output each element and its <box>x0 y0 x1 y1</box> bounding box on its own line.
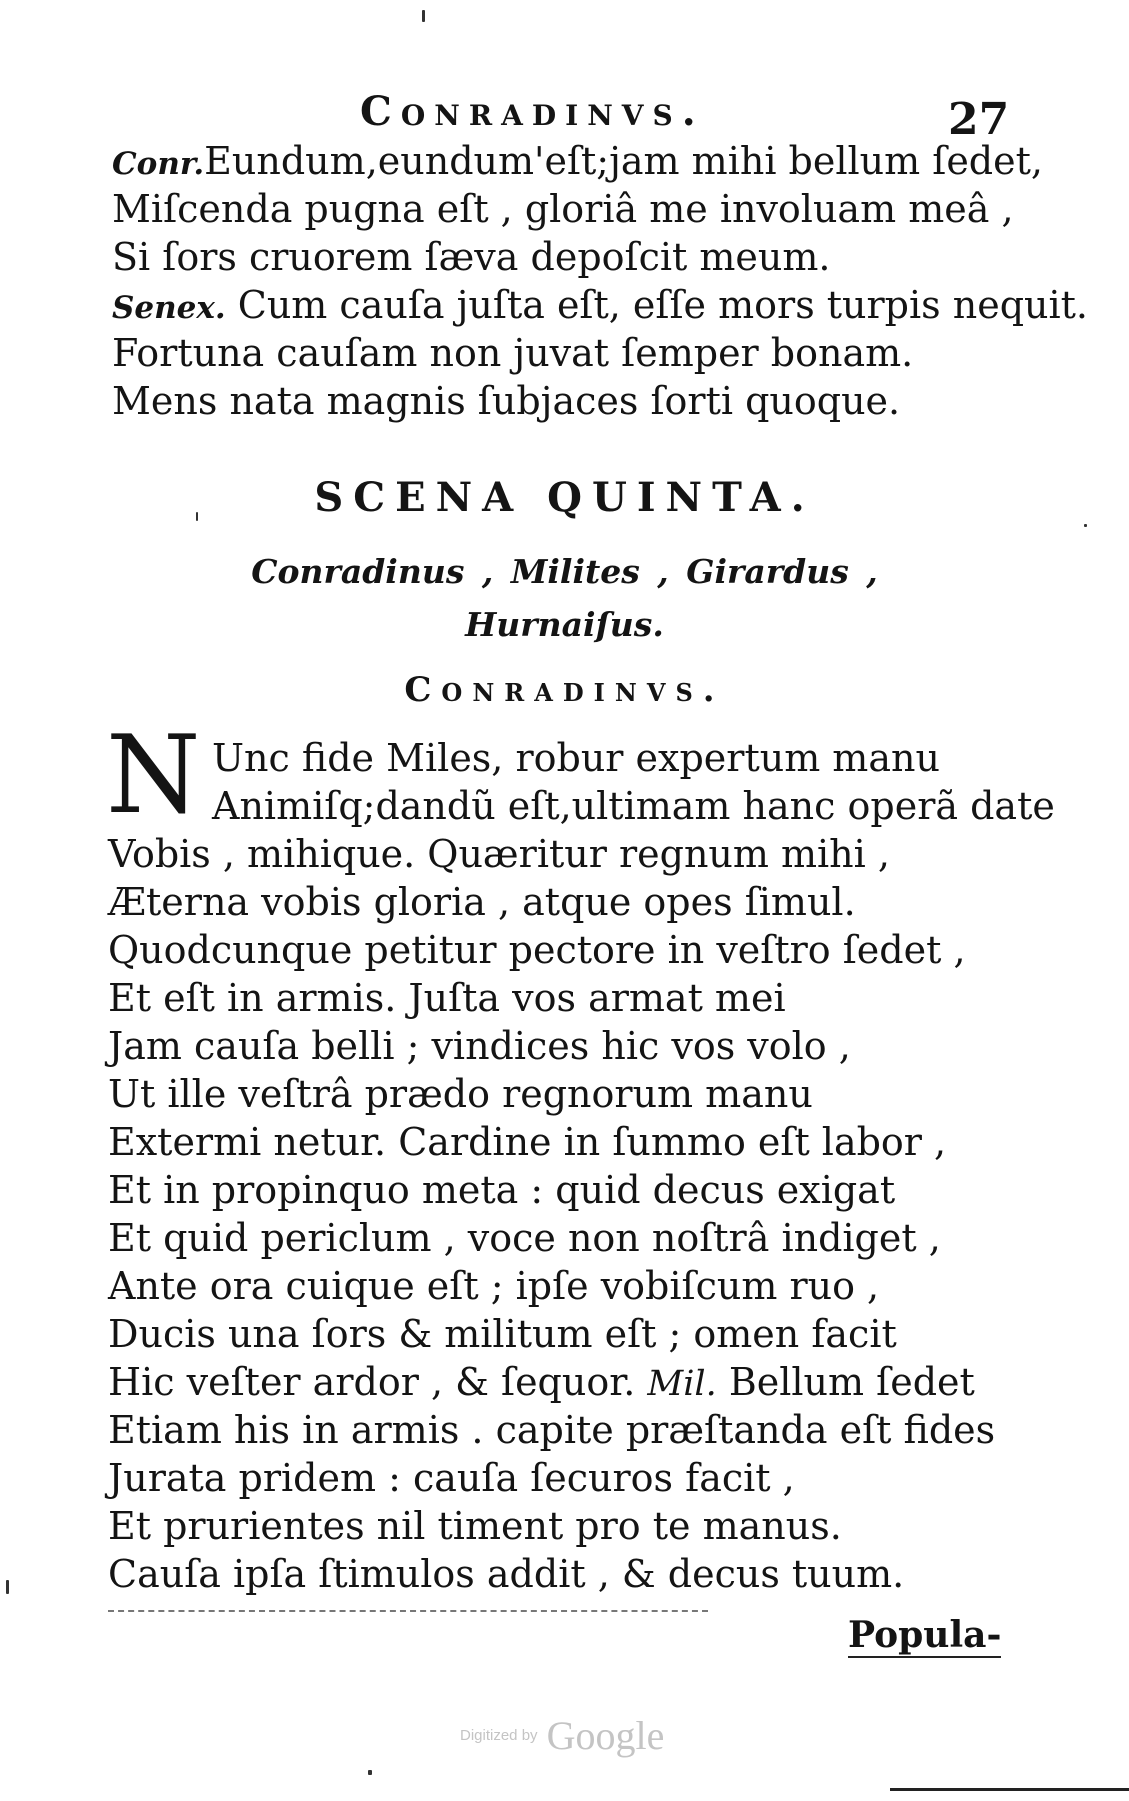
verse-text: Si ſors cruorem ſæva depoſcit meum. <box>112 235 831 279</box>
verse-line <box>108 879 856 925</box>
watermark-prefix: Digitized by <box>460 1727 538 1744</box>
verse-text: Cum cauſa juſta eſt, eſſe mors turpis nequit. <box>237 283 1088 327</box>
verse-line <box>108 1455 795 1501</box>
scan-speck <box>422 10 425 22</box>
drop-cap: N <box>106 713 201 838</box>
verse-text: Et eſt in armis. Juſta vos armat mei <box>108 976 786 1020</box>
verse-text: Eundum,eundum'eſt;jam mihi bellum ſedet, <box>204 139 1043 183</box>
dramatis-personae-line-1: Conradinus , Milites , Girardus , <box>251 552 878 591</box>
verse-line <box>112 138 1043 187</box>
verse-line <box>108 831 890 877</box>
verse-text: Vobis , mihique. Quæritur regnum mihi , <box>108 832 890 876</box>
dramatis-personae-line-2: Hurnaiſus. <box>465 605 664 644</box>
page-number: 27 <box>948 94 1010 145</box>
verse-line <box>108 1311 897 1357</box>
print-rule <box>108 1610 708 1612</box>
verse-text: Miſcenda pugna eſt , gloriâ me involuam meâ , <box>112 187 1014 231</box>
verse-line <box>108 1071 813 1117</box>
scan-speck <box>1084 524 1087 527</box>
verse-text: Animiſq;dandũ eſt,ultimam hanc operã date <box>212 784 1055 828</box>
verse-line <box>112 378 900 424</box>
verse-text: Ante ora cuique eſt ; ipſe vobiſcum ruo , <box>108 1264 880 1308</box>
verse-text: Unc fide Miles, robur expertum manu <box>212 736 940 780</box>
digitization-watermark <box>460 1712 664 1759</box>
verse-text: Jurata pridem : cauſa ſecuros facit , <box>108 1456 795 1500</box>
scan-speck <box>368 1770 372 1775</box>
verse-line <box>108 1551 904 1597</box>
verse-line <box>212 735 940 781</box>
verse-text: Jam cauſa belli ; vindices hic vos volo , <box>108 1024 851 1068</box>
verse-text: Et prurientes nil timent pro te manus. <box>108 1504 842 1548</box>
verse-line <box>108 1167 895 1213</box>
verse-text: Quodcunque petitur pectore in veſtro ſedet , <box>108 928 966 972</box>
verse-line <box>108 1023 851 1069</box>
verse-line <box>112 186 1014 232</box>
verse-line <box>112 234 830 280</box>
verse-line <box>108 1407 995 1453</box>
page-header <box>0 88 1129 145</box>
scene-speaker-heading: Conradinvs. <box>404 670 725 710</box>
verse-text: Ducis una ſors & militum eſt ; omen facit <box>108 1312 897 1356</box>
verse-line <box>108 975 786 1021</box>
verse-text: Hic veſter ardor , & ſequor. <box>108 1360 648 1404</box>
verse-text: Et quid periclum , voce non noſtrâ indiget , <box>108 1216 941 1260</box>
verse-line <box>108 1359 975 1407</box>
verse-line <box>112 282 1088 331</box>
verse-line <box>212 783 1055 829</box>
speaker-label: Conr. <box>112 146 205 182</box>
verse-text: Et in propinquo meta : quid decus exigat <box>108 1168 896 1212</box>
verse-text: Etiam his in armis . capite præſtanda eſt fides <box>108 1408 996 1452</box>
verse-text: Æterna vobis gloria , atque opes ſimul. <box>108 880 856 924</box>
verse-line <box>108 1503 842 1549</box>
verse-text: Extermi netur. Cardine in ſummo eſt labor , <box>108 1120 947 1164</box>
scan-speck <box>6 1580 9 1594</box>
scan-speck <box>196 512 198 521</box>
verse-line <box>112 330 913 376</box>
speaker-label: Senex. <box>112 290 226 326</box>
speaker-label: Mil. <box>647 1364 717 1404</box>
verse-text: Ut ille veſtrâ prædo regnorum manu <box>108 1072 813 1116</box>
watermark-brand: Google <box>546 1713 665 1758</box>
verse-line <box>108 1215 941 1261</box>
verse-line <box>108 1263 879 1309</box>
verse-text: Fortuna cauſam non juvat ſemper bonam. <box>112 331 914 375</box>
verse-line <box>108 1119 946 1165</box>
scene-title: SCENA QUINTA. <box>314 474 815 521</box>
running-head: Conradinvs. <box>360 88 705 135</box>
catchword: Popula- <box>848 1614 1002 1656</box>
verse-text: Bellum ſedet <box>716 1360 975 1404</box>
verse-line <box>108 927 966 973</box>
page-edge-rule <box>890 1788 1129 1791</box>
verse-text: Cauſa ipſa ſtimulos addit , & decus tuum. <box>108 1552 905 1596</box>
verse-text: Mens nata magnis ſubjaces ſorti quoque. <box>112 379 901 423</box>
